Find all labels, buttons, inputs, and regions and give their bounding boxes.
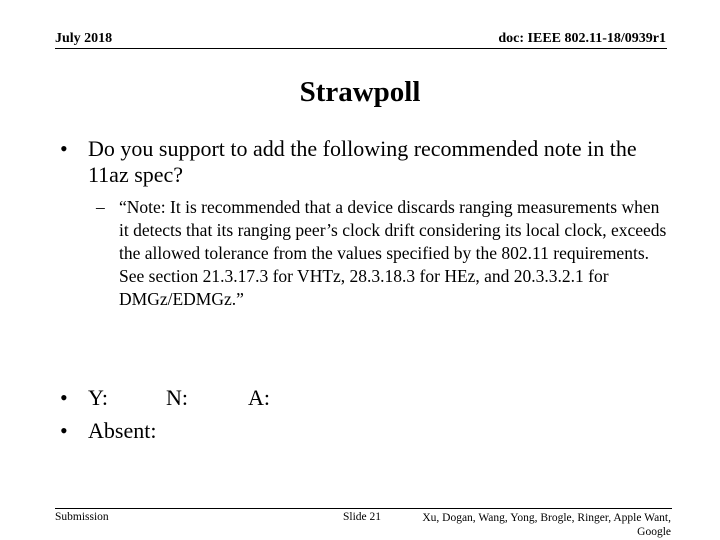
bullet-mark: • [60, 418, 68, 443]
slide-title: Strawpoll [299, 76, 421, 108]
absent-label: Absent: [88, 418, 157, 443]
yes-label: Y: [88, 385, 108, 410]
footer-slide-number: Slide 21 [343, 511, 382, 523]
no-label: N: [166, 385, 188, 410]
header-doc-id: doc: IEEE 802.11-18/0939r1 [498, 31, 666, 46]
footer-submission: Submission [55, 511, 109, 523]
bullet-mark: • [60, 136, 68, 161]
dash-mark: – [96, 197, 105, 217]
footer-divider [55, 508, 672, 509]
note-text: “Note: It is recommended that a device discards ranging measurements when it detects that its ranging peer’s clock drift considering its local clock, exceeds the allowed tolerance from the values specified by the 802.11 requirements. See section 21.3.17.3 for VHTz, 28.3.18.3 for HEz, and 20.3.3.2.1 for DMGz/EDMGz.” [119, 197, 667, 309]
question-text: Do you support to add the following recommended note in the 11az spec? [88, 136, 637, 187]
header-divider [55, 48, 667, 49]
footer-authors: Xu, Dogan, Wang, Yong, Brogle, Ringer, Apple Want, Google [422, 512, 671, 538]
abstain-label: A: [248, 385, 270, 410]
bullet-mark: • [60, 385, 68, 410]
header-date: July 2018 [55, 31, 113, 46]
